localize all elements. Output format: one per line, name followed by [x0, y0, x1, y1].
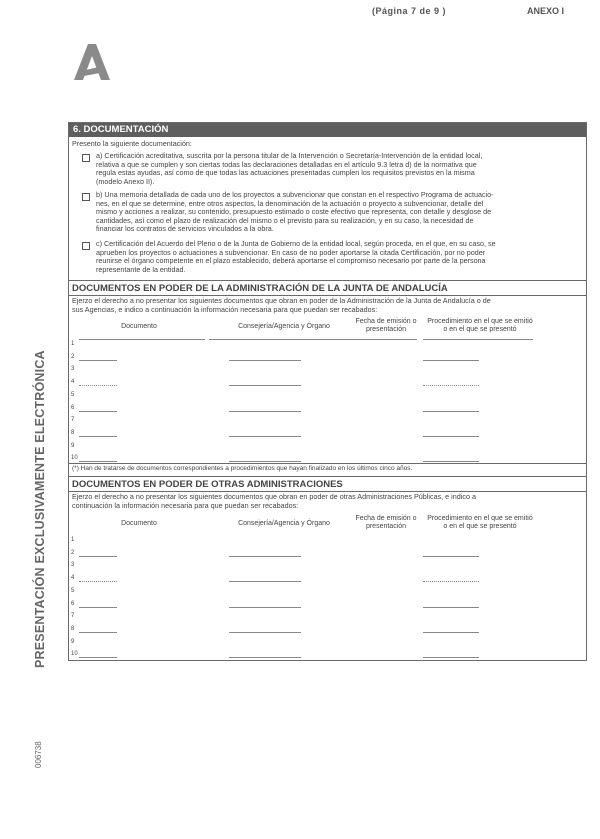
row-input-line[interactable] — [79, 385, 117, 386]
checkbox-item-b[interactable] — [82, 193, 90, 201]
row-input-line[interactable] — [423, 581, 479, 582]
row-number: 10 — [71, 651, 78, 658]
divider — [69, 476, 586, 477]
row-input-line[interactable] — [423, 632, 479, 633]
row-input-line[interactable] — [423, 657, 479, 658]
junta-section-title: DOCUMENTOS EN PODER DE LA ADMINISTRACIÓN DE LA JUNTA DE ANDALUCÍA — [72, 283, 448, 294]
row-number: 7 — [71, 417, 75, 424]
col-header-documento: Documento — [121, 323, 157, 330]
documentation-form — [68, 122, 587, 661]
row-input-line[interactable] — [79, 436, 117, 437]
col-header-documento: Documento — [121, 520, 157, 527]
row-number: 6 — [71, 404, 75, 411]
col-header-procedimiento: Procedimiento en el que se emitió o en el que se presentó — [427, 318, 533, 333]
row-input-line[interactable] — [229, 607, 301, 608]
divider — [69, 463, 586, 464]
section-intro: Presento la siguiente documentación: — [72, 139, 192, 148]
row-input-line[interactable] — [79, 657, 117, 658]
row-input-line[interactable] — [423, 436, 479, 437]
document-code: 006738 — [34, 741, 43, 768]
row-input-line[interactable] — [423, 385, 479, 386]
row-number: 9 — [71, 638, 75, 645]
item-b-text: b) Una memoria detallada de cada uno de los proyectos a subvencionar que constan en el respectivo Programa de actuacio- nes, en el que se determine, entre otros aspectos, la denominación de la actuación o proyecto a subvencionar, detalle del mismo y acciones a realizar, su contenido, presupuesto estimado o coste efectivo que representa, con detalle y desglose de cantidades, así como el plazo de realización del mismo o el previsto para su realización, y en su caso, la necesidad de financiar los contratos de servicios vinculados a la obra. — [96, 190, 494, 234]
row-input-line[interactable] — [79, 556, 117, 557]
junta-paragraph: Ejerzo el derecho a no presentar los siguientes documentos que obran en poder de la Administración de la Junta de Andalucía o de sus Agencias, e indico a continuación la información necesaria para que puedan ser recabados: — [72, 296, 491, 314]
item-a-text: a) Certificación acreditativa, suscrita por la persona titular de la Intervención o Secretaría-Intervención de la entidad local, relativa a que se cumplen y son ciertas todas las declaraciones detalladas en el artículo 9.3 letra d) de la normativa que regula estas ayudas, así como de que todas las actuaciones presentadas cumplen los requisitos previstos en la misma (modelo Anexo II). — [96, 151, 483, 186]
row-number: 1 — [71, 537, 75, 543]
row-number: 7 — [71, 613, 75, 620]
header-underline — [79, 339, 205, 340]
row-number: 10 — [71, 455, 78, 462]
row-input-line[interactable] — [229, 556, 301, 557]
row-input-line[interactable] — [423, 411, 479, 412]
row-number: 5 — [71, 587, 75, 594]
row-input-line[interactable] — [229, 411, 301, 412]
page-header — [0, 6, 600, 20]
page-number: (Página 7 de 9 ) — [372, 6, 447, 16]
row-input-line[interactable] — [423, 556, 479, 557]
checkbox-item-c[interactable] — [82, 242, 90, 250]
row-number: 5 — [71, 391, 75, 398]
col-header-procedimiento: Procedimiento en el que se emitió o en el que se presentó — [427, 515, 533, 530]
row-input-line[interactable] — [423, 360, 479, 361]
otras-section-title: DOCUMENTOS EN PODER DE OTRAS ADMINISTRACIONES — [72, 479, 343, 490]
row-number: 2 — [71, 353, 75, 360]
junta-footnote: (*) Han de tratarse de documentos correspondientes a procedimientos que hayan finalizado en los últimos cinco años. — [72, 465, 413, 472]
row-input-line[interactable] — [423, 607, 479, 608]
divider — [69, 280, 586, 281]
col-header-organo: Consejería/Agencia y Órgano — [238, 520, 330, 527]
col-header-fecha: Fecha de emisión o presentación — [355, 515, 417, 530]
row-number: 3 — [71, 366, 75, 373]
row-number: 2 — [71, 549, 75, 556]
row-input-line[interactable] — [229, 360, 301, 361]
item-c-text: c) Certificación del Acuerdo del Pleno o de la Junta de Gobierno de la entidad local, según proceda, en el que, en su caso, se aprueben los proyectos o actuaciones a subvencionar. En caso de no poder aportarse la citada Certificación, por no poder reunirse el órgano competente en el plazo establecido, deberá aportarse el compromiso necesario por parte de la persona representante de la entidad. — [96, 239, 496, 274]
row-number: 6 — [71, 600, 75, 607]
row-input-line[interactable] — [79, 360, 117, 361]
header-underline — [353, 339, 417, 340]
row-number: 8 — [71, 625, 75, 632]
annex-label: ANEXO I — [527, 6, 565, 16]
row-input-line[interactable] — [79, 581, 117, 582]
row-number: 4 — [71, 575, 75, 582]
row-input-line[interactable] — [229, 581, 301, 582]
row-input-line[interactable] — [79, 411, 117, 412]
row-input-line[interactable] — [229, 385, 301, 386]
row-number: 1 — [71, 341, 75, 347]
junta-logo — [70, 40, 114, 80]
row-input-line[interactable] — [79, 607, 117, 608]
section-title: 6. DOCUMENTACIÓN — [69, 123, 586, 137]
col-header-organo: Consejería/Agencia y Órgano — [238, 323, 330, 330]
row-input-line[interactable] — [229, 657, 301, 658]
row-input-line[interactable] — [79, 632, 117, 633]
header-underline — [209, 339, 353, 340]
checkbox-item-a[interactable] — [82, 154, 90, 162]
col-header-fecha: Fecha de emisión o presentación — [355, 318, 417, 333]
row-number: 3 — [71, 562, 75, 569]
row-number: 9 — [71, 442, 75, 449]
row-input-line[interactable] — [229, 632, 301, 633]
otras-paragraph: Ejerzo el derecho a no presentar los siguientes documentos que obran en poder de otras Administraciones Públicas, e indico a continuación la información necesaria para que puedan ser recabados: — [72, 492, 476, 510]
row-number: 4 — [71, 379, 75, 386]
row-input-line[interactable] — [229, 436, 301, 437]
row-number: 8 — [71, 429, 75, 436]
side-vertical-text: PRESENTACIÓN EXCLUSIVAMENTE ELECTRÓNICA — [33, 350, 47, 668]
header-underline — [423, 339, 533, 340]
